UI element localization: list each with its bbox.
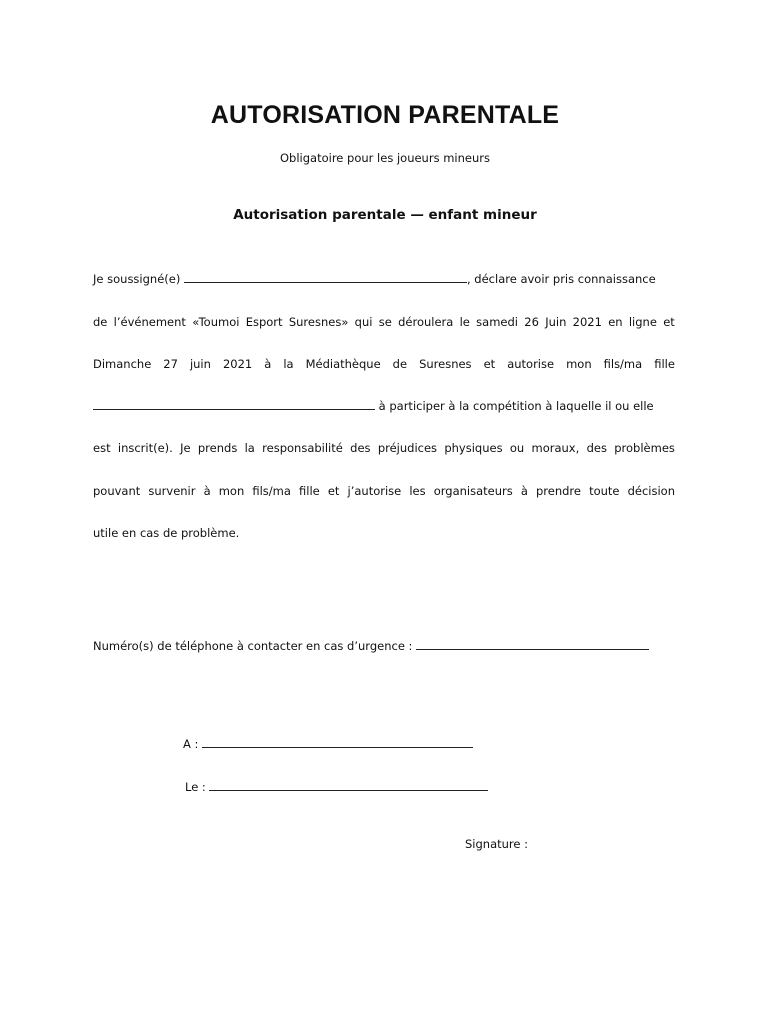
word: la bbox=[244, 441, 255, 455]
word: l’événement bbox=[113, 315, 186, 329]
phone-label: Numéro(s) de téléphone à contacter en cas d’urgence : bbox=[93, 639, 417, 653]
word: Juin bbox=[545, 315, 567, 329]
word: juin bbox=[189, 357, 211, 371]
word: de bbox=[392, 357, 408, 371]
word: en bbox=[608, 315, 623, 329]
word: pouvant bbox=[93, 484, 141, 498]
document-title: AUTORISATION PARENTALE bbox=[210, 101, 560, 129]
line7-text: utile en cas de problème. bbox=[93, 526, 240, 540]
word: des bbox=[350, 441, 371, 455]
word: organisateurs bbox=[433, 484, 513, 498]
paragraph-line-6 bbox=[93, 484, 675, 498]
word: les bbox=[409, 484, 426, 498]
word: mon bbox=[566, 357, 592, 371]
word: ligne bbox=[628, 315, 657, 329]
paragraph-line-2 bbox=[93, 315, 675, 329]
phone-blank-field[interactable] bbox=[416, 639, 649, 650]
word: Suresnes» bbox=[288, 315, 349, 329]
word: inscrit(e). bbox=[117, 441, 173, 455]
word: est bbox=[93, 441, 111, 455]
word: et bbox=[483, 357, 496, 371]
word: Esport bbox=[245, 315, 283, 329]
paragraph-line-7 bbox=[93, 526, 675, 540]
line1-end-text: , déclare avoir pris connaissance bbox=[466, 272, 656, 286]
word: préjudices bbox=[377, 441, 438, 455]
document-subtitle: Obligatoire pour les joueurs mineurs bbox=[280, 151, 490, 165]
word: prendre bbox=[535, 484, 581, 498]
place-line bbox=[183, 737, 473, 751]
word: et bbox=[327, 484, 340, 498]
word: à bbox=[203, 484, 211, 498]
date-label: Le : bbox=[185, 780, 210, 794]
word: responsabilité bbox=[262, 441, 343, 455]
word: Dimanche bbox=[93, 357, 152, 371]
word: mon bbox=[218, 484, 245, 498]
word: à bbox=[520, 484, 528, 498]
word: fille bbox=[299, 484, 320, 498]
word: survenir bbox=[148, 484, 196, 498]
word: et bbox=[663, 315, 675, 329]
line4-end-text: à participer à la compétition à laquelle il ou elle bbox=[375, 399, 654, 413]
word: de bbox=[93, 315, 108, 329]
word: Médiathèque bbox=[305, 357, 381, 371]
date-line bbox=[185, 780, 488, 794]
word: la bbox=[283, 357, 294, 371]
word: moraux, bbox=[531, 441, 580, 455]
word: 26 bbox=[524, 315, 539, 329]
word: qui bbox=[354, 315, 373, 329]
word: samedi bbox=[476, 315, 518, 329]
word: physiques bbox=[444, 441, 503, 455]
word: Je bbox=[180, 441, 191, 455]
word: 2021 bbox=[222, 357, 253, 371]
word: toute bbox=[589, 484, 620, 498]
place-label: A : bbox=[183, 737, 203, 751]
word: décision bbox=[627, 484, 675, 498]
word: des bbox=[586, 441, 607, 455]
paragraph-line-5 bbox=[93, 441, 675, 455]
name-blank-field[interactable] bbox=[184, 272, 467, 283]
signature-label: Signature : bbox=[465, 837, 529, 851]
word: se bbox=[378, 315, 392, 329]
word: 27 bbox=[163, 357, 178, 371]
phone-line bbox=[93, 639, 675, 653]
word: problèmes bbox=[614, 441, 675, 455]
word: fille bbox=[654, 357, 675, 371]
paragraph-line-3 bbox=[93, 357, 675, 371]
word: autorise bbox=[507, 357, 555, 371]
word: déroulera bbox=[398, 315, 454, 329]
word: fils/ma bbox=[252, 484, 291, 498]
word: le bbox=[459, 315, 470, 329]
date-blank-field[interactable] bbox=[209, 780, 488, 791]
word: ou bbox=[509, 441, 525, 455]
word: 2021 bbox=[572, 315, 602, 329]
word: prends bbox=[197, 441, 238, 455]
section-title: Autorisation parentale — enfant mineur bbox=[233, 207, 537, 223]
word: j’autorise bbox=[347, 484, 402, 498]
word: à bbox=[264, 357, 272, 371]
word: Suresnes bbox=[419, 357, 472, 371]
word: fils/ma bbox=[603, 357, 643, 371]
paragraph-line-1 bbox=[93, 272, 675, 286]
line1-start-text: Je soussigné(e) bbox=[93, 272, 184, 286]
paragraph-line-4 bbox=[93, 399, 675, 413]
child-name-blank-field[interactable] bbox=[93, 399, 375, 410]
word: «Toumoi bbox=[192, 315, 240, 329]
place-blank-field[interactable] bbox=[202, 737, 473, 748]
